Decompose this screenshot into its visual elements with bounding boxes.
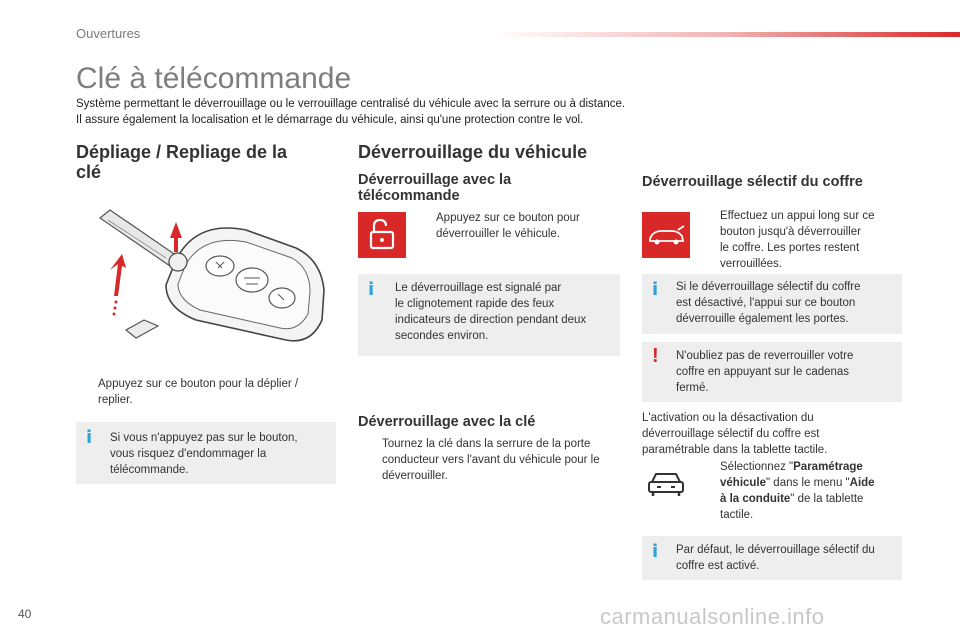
right-info-note-deactivated: i Si le déverrouillage sélectif du coffre est désactivé, l'appui sur ce bouton déverrouille également les portes. [642, 274, 902, 334]
right-warning-note: ! N'oubliez pas de reverrouiller votre coffre en appuyant sur le cadenas fermé. [642, 342, 902, 402]
right-info-note-default: i Par défaut, le déverrouillage sélectif du coffre est activé. [642, 536, 902, 580]
left-bullet: Appuyez sur ce bouton pour la déplier / replier. [98, 378, 299, 406]
info-icon: i [368, 279, 375, 300]
info-icon: i [652, 541, 659, 562]
page-number: 40 [18, 607, 32, 621]
page-title: Clé à télécommande [76, 62, 352, 95]
middle-bullet-key: Tournez la clé dans la serrure de la porte conducteur vers l'avant du véhicule pour le déverrouiller. [382, 438, 600, 482]
middle-bullet-remote: Appuyez sur ce bouton pour déverrouiller le véhicule. [436, 212, 580, 240]
unlock-button-icon [358, 212, 406, 258]
warning-icon: ! [652, 345, 659, 367]
unlock-icon [358, 212, 406, 258]
heading-vehicle-unlocking: Déverrouillage du véhicule [358, 142, 588, 162]
left-info-note: i Si vous n'appuyez pas sur le bouton, vous risquez d'endommager la télécommande. [76, 422, 336, 484]
intro-text: Système permettant le déverrouillage ou le verrouillage centralisé du véhicule avec la serrure ou à distance. Il assure également la localisation et le démarrage du véhicule, ainsi qu'une protection contre le vol. [76, 98, 626, 126]
right-paragraph: L'activation ou la désactivation du déverrouillage sélectif du coffre est paramétrable dans la tablette tactile. [642, 412, 828, 456]
watermark: carmanualsonline.info [600, 604, 825, 629]
right-bullet-select-menu: Sélectionnez "Paramétrage véhicule" dans le menu "Aide à la conduite" de la tablette tactile. [720, 461, 875, 521]
heading-unfold-fold: Dépliage / Repliage de la clé [76, 142, 288, 182]
key-fob-illustration [96, 200, 336, 350]
car-boot-icon [642, 212, 690, 258]
right-bullet-long-press: Effectuez un appui long sur ce bouton jusqu'à déverrouiller le coffre. Les portes restent verrouillées. [720, 210, 875, 270]
info-icon: i [652, 279, 659, 300]
heading-remote-unlocking: Déverrouillage avec la télécommande [358, 172, 512, 204]
section-label: Ouvertures [76, 26, 141, 41]
boot-button-icon [642, 212, 690, 258]
info-icon: i [86, 427, 93, 448]
middle-info-note: i Le déverrouillage est signalé par le clignotement rapide des feux indicateurs de direction pendant deux secondes environ. [358, 274, 620, 356]
vehicle-settings-icon [644, 468, 688, 500]
header-accent-bar [490, 32, 960, 37]
heading-key-unlocking: Déverrouillage avec la clé [358, 414, 536, 430]
heading-selective-boot: Déverrouillage sélectif du coffre [642, 174, 863, 190]
